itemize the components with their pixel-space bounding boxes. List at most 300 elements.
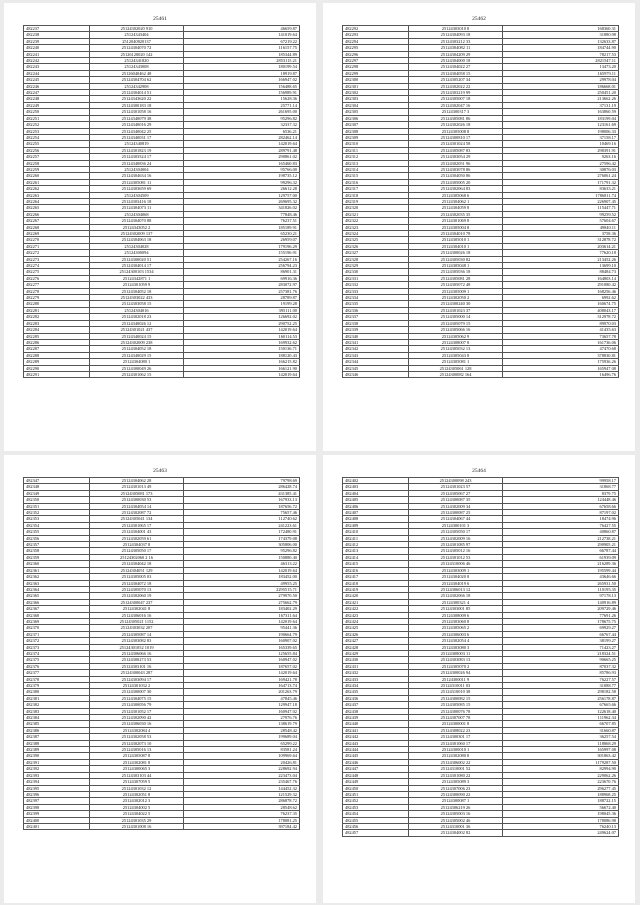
record-code-cell: 25124301032 12 — [90, 785, 184, 791]
record-code-cell: 25124303010 8 — [409, 26, 503, 32]
record-id-cell: 482448 — [343, 772, 409, 778]
record-id-cell: 482305 — [343, 109, 409, 115]
table-row — [343, 830, 619, 836]
record-amount-cell: 99958.17 — [503, 478, 619, 484]
record-id-cell: 482400 — [24, 817, 90, 823]
record-id-cell: 482452 — [343, 798, 409, 804]
record-amount-cell: 76237.51 — [184, 218, 300, 224]
record-code-cell: 25124303080 3 — [409, 644, 503, 650]
record-id-cell: 482454 — [343, 811, 409, 817]
record-amount-cell: 66707.85 — [503, 721, 619, 727]
record-amount-cell: 15628.36 — [184, 96, 300, 102]
record-code-cell: 25124305004 8 — [409, 224, 503, 230]
record-amount-cell: 10469.16 — [503, 141, 619, 147]
record-code-cell: 25124305085 15 — [409, 702, 503, 708]
record-id-cell: 482284 — [24, 327, 90, 333]
record-code-cell: 25124302054 4 — [409, 638, 503, 644]
record-amount-cell: 28548.42 — [184, 727, 300, 733]
record-id-cell: 482253 — [24, 128, 90, 134]
record-amount-cell: 142019.64 — [184, 567, 300, 573]
record-id-cell: 482442 — [343, 734, 409, 740]
record-id-cell: 482334 — [343, 295, 409, 301]
record-code-cell: 25124310006 46 — [409, 561, 503, 567]
record-code-cell: 25124300047 237 — [90, 599, 184, 605]
record-code-cell: 25124301059 9 — [90, 282, 184, 288]
record-amount-cell: 216289.36 — [503, 561, 619, 567]
record-id-cell: 482326 — [343, 243, 409, 249]
record-amount-cell: 95296.82 — [184, 115, 300, 121]
record-amount-cell: 150136.71 — [184, 346, 300, 352]
record-code-cell: 25124302081 8 — [90, 759, 184, 765]
record-id-cell: 482274 — [24, 263, 90, 269]
record-code-cell: 25124302035 35 — [409, 211, 503, 217]
record-amount-cell: 276061.24 — [503, 173, 619, 179]
record-id-cell: 482279 — [24, 295, 90, 301]
record-code-cell: 25124304020 8 — [409, 574, 503, 580]
record-amount-cell: 31660.87 — [503, 727, 619, 733]
record-code-cell: 25124304509 — [90, 192, 184, 198]
record-id-cell: 482415 — [343, 561, 409, 567]
record-amount-cell: 341826.02 — [184, 205, 300, 211]
record-id-cell: 482421 — [343, 599, 409, 605]
record-id-cell: 482456 — [343, 823, 409, 829]
record-amount-cell: 123161.69 — [503, 122, 619, 128]
record-id-cell: 482343 — [343, 352, 409, 358]
record-amount-cell: 141019.64 — [184, 32, 300, 38]
record-code-cell: 25124307007 78 — [409, 715, 503, 721]
record-id-cell: 482295 — [343, 45, 409, 51]
record-code-cell: 25126120020 142 — [90, 51, 184, 57]
record-code-cell: 25124305021 1152 — [90, 618, 184, 624]
record-id-cell: 482321 — [343, 211, 409, 217]
record-amount-cell: 188722.15 — [503, 798, 619, 804]
record-amount-cell: 167933.13 — [184, 497, 300, 503]
record-code-cell: 25124302018 23 — [90, 314, 184, 320]
record-id-cell: 482341 — [343, 339, 409, 345]
record-amount-cell: 408043.17 — [503, 307, 619, 313]
record-amount-cell: 223473.04 — [184, 772, 300, 778]
record-amount-cell: 169421.78 — [184, 676, 300, 682]
record-amount-cell: 165979.11 — [503, 70, 619, 76]
record-id-cell: 482238 — [24, 32, 90, 38]
record-code-cell: 25124340819 — [90, 141, 184, 147]
record-code-cell: 25124300103 1534 — [90, 269, 184, 275]
record-amount-cell: 312878.72 — [503, 237, 619, 243]
record-id-cell: 482260 — [24, 173, 90, 179]
record-amount-cell: 209729.46 — [503, 606, 619, 612]
record-amount-cell: 67665.66 — [503, 702, 619, 708]
record-amount-cell: 87037.32 — [503, 663, 619, 669]
record-id-cell: 482280 — [24, 301, 90, 307]
record-amount-cell: 218324.51 — [503, 650, 619, 656]
record-amount-cell: 254267.16 — [184, 256, 300, 262]
record-id-cell: 482374 — [24, 650, 90, 656]
record-amount-cell: 82994.90 — [503, 766, 619, 772]
record-code-cell: 25124302084 4 — [90, 727, 184, 733]
record-id-cell: 482390 — [24, 753, 90, 759]
record-amount-cell: 124448.46 — [503, 497, 619, 503]
record-id-cell: 482240 — [24, 45, 90, 51]
record-id-cell: 482262 — [24, 186, 90, 192]
record-amount-cell: 183199.04 — [503, 115, 619, 121]
record-code-cell: 25124305005 03 — [90, 574, 184, 580]
record-amount-cell: 112740.62 — [184, 516, 300, 522]
record-id-cell: 482365 — [24, 593, 90, 599]
record-code-cell: 25124306003 6 — [409, 631, 503, 637]
record-amount-cell: 195599.44 — [503, 567, 619, 573]
record-id-cell: 482355 — [24, 529, 90, 535]
record-amount-cell: 13473.20 — [503, 64, 619, 70]
record-amount-cell: 190664.79 — [184, 631, 300, 637]
record-code-cell: 25124304002 5 — [90, 804, 184, 810]
record-amount-cell: 431385.41 — [184, 490, 300, 496]
record-code-cell: 25124307059 5 — [90, 779, 184, 785]
record-id-cell: 482392 — [24, 766, 90, 772]
record-id-cell: 482402 — [343, 478, 409, 484]
record-amount-cell: 178081.25 — [184, 817, 300, 823]
record-amount-cell: 49955.25 — [184, 580, 300, 586]
record-id-cell: 482429 — [343, 650, 409, 656]
record-id-cell: 482336 — [343, 307, 409, 313]
record-id-cell: 482251 — [24, 115, 90, 121]
record-code-cell: 25124303219 99 — [409, 90, 503, 96]
record-code-cell: 25124304050 86 — [409, 173, 503, 179]
record-id-cell: 482443 — [343, 740, 409, 746]
record-id-cell: 482444 — [343, 747, 409, 753]
record-id-cell: 482364 — [24, 586, 90, 592]
record-code-cell: 25124305087 14 — [90, 631, 184, 637]
record-code-cell: 25124300043 287 — [90, 670, 184, 676]
record-amount-cell: 289791.48 — [184, 147, 300, 153]
record-id-cell: 482357 — [24, 542, 90, 548]
record-code-cell: 25124305081 28 — [409, 275, 503, 281]
record-code-cell: 25124300317 3 — [409, 109, 503, 115]
record-amount-cell: 77620.18 — [503, 250, 619, 256]
record-amount-cell: 378830.81 — [503, 352, 619, 358]
record-amount-cell: 298391.91 — [503, 147, 619, 153]
record-amount-cell: 279970.50 — [184, 593, 300, 599]
record-code-cell: 25124308007 8 — [409, 339, 503, 345]
record-amount-cell: 160674.75 — [503, 301, 619, 307]
record-amount-cell: 261695.00 — [184, 109, 300, 115]
record-amount-cell: 18474.96 — [503, 516, 619, 522]
record-id-cell: 482248 — [24, 96, 90, 102]
record-code-cell: 25124300090 22 — [409, 791, 503, 797]
record-code-cell: 25124302051 8 — [90, 791, 184, 797]
record-amount-cell: 301863.42 — [503, 753, 619, 759]
record-amount-cell: 90665.25 — [503, 657, 619, 663]
record-id-cell: 482318 — [343, 192, 409, 198]
record-amount-cell: 2821547.11 — [503, 58, 619, 64]
record-id-cell: 482413 — [343, 548, 409, 554]
record-id-cell: 482267 — [24, 218, 90, 224]
record-amount-cell: 167311.64 — [184, 612, 300, 618]
record-code-cell: 25124300087 25 — [409, 510, 503, 516]
record-amount-cell: 184744.90 — [503, 45, 619, 51]
record-amount-cell: 160907.02 — [184, 638, 300, 644]
record-code-cell: 25124300082 15 — [409, 695, 503, 701]
record-amount-cell: 213452.26 — [503, 256, 619, 262]
record-id-cell: 482446 — [343, 759, 409, 765]
record-amount-cell: 179196.29 — [184, 243, 300, 249]
record-code-cell: 25124304010 78 — [409, 231, 503, 237]
record-amount-cell: 142019.64 — [184, 618, 300, 624]
record-id-cell: 482363 — [24, 580, 90, 586]
record-amount-cell: 18919.87 — [184, 70, 300, 76]
record-code-cell: 25124303022 433 — [90, 295, 184, 301]
record-id-cell: 482361 — [24, 567, 90, 573]
record-code-cell: 25124300010 1 — [409, 747, 503, 753]
record-code-cell: 25124305072 48 — [409, 282, 503, 288]
record-amount-cell: 160947.02 — [184, 708, 300, 714]
record-id-cell: 482435 — [343, 689, 409, 695]
record-code-cell: 25124300087 35 — [409, 497, 503, 503]
record-id-cell: 482416 — [343, 567, 409, 573]
record-id-cell: 482399 — [24, 811, 90, 817]
record-id-cell: 482312 — [343, 154, 409, 160]
record-id-cell: 482396 — [24, 791, 90, 797]
record-code-cell: 25124305068 6 — [409, 192, 503, 198]
record-id-cell: 482272 — [24, 250, 90, 256]
record-amount-cell: 83581.24 — [184, 747, 300, 753]
record-code-cell: 25124304059 8 — [409, 205, 503, 211]
record-code-cell: 25124305081 1 — [409, 359, 503, 365]
record-code-cell: 25124308022 23 — [409, 727, 503, 733]
record-id-cell: 482261 — [24, 179, 90, 185]
record-id-cell: 482449 — [343, 779, 409, 785]
record-id-cell: 482381 — [24, 695, 90, 701]
record-amount-cell: 165997.08 — [503, 747, 619, 753]
record-code-cell: 25124305050 17 — [409, 529, 503, 535]
record-code-cell: 25124304042 18 — [90, 561, 184, 567]
record-amount-cell: 95296.82 — [184, 548, 300, 554]
record-id-cell: 482242 — [24, 58, 90, 64]
record-code-cell: 25124303101 16 — [90, 663, 184, 669]
record-id-cell: 482256 — [24, 147, 90, 153]
record-code-cell: 25124304014 17 — [90, 263, 184, 269]
record-amount-cell: 67219.22 — [184, 38, 300, 44]
record-amount-cell: 142019.64 — [184, 670, 300, 676]
record-code-cell: 25124302009 34 — [409, 503, 503, 509]
record-id-cell: 482425 — [343, 625, 409, 631]
record-amount-cell: 6536.21 — [184, 128, 300, 134]
record-id-cell: 482317 — [343, 186, 409, 192]
record-amount-cell: 99296.32 — [184, 179, 300, 185]
record-amount-cell: 185189.91 — [184, 224, 300, 230]
record-amount-cell: 180199.54 — [184, 64, 300, 70]
record-amount-cell: 30876.03 — [503, 166, 619, 172]
record-amount-cell: 298182.58 — [503, 689, 619, 695]
record-id-cell: 482299 — [343, 70, 409, 76]
record-amount-cell: 165460.83 — [184, 160, 300, 166]
record-amount-cell: 132633.87 — [503, 38, 619, 44]
record-id-cell: 482254 — [24, 134, 90, 140]
record-amount-cell: 61939.09 — [503, 554, 619, 560]
record-code-cell: 25124306219 26 — [409, 804, 503, 810]
record-id-cell: 482346 — [343, 371, 409, 377]
record-amount-cell: 87197.02 — [503, 510, 619, 516]
record-code-cell: 25124305081 173 — [90, 490, 184, 496]
record-id-cell: 482329 — [343, 263, 409, 269]
record-id-cell: 482408 — [343, 516, 409, 522]
record-id-cell: 482391 — [24, 759, 90, 765]
record-id-cell: 482247 — [24, 90, 90, 96]
record-id-cell: 482316 — [343, 179, 409, 185]
record-amount-cell: 27976.76 — [184, 715, 300, 721]
record-code-cell: 25124342908 — [90, 83, 184, 89]
record-amount-cell: 286428.74 — [184, 484, 300, 490]
record-amount-cell: 1179287.50 — [503, 759, 619, 765]
record-code-cell: 25124304051 129 — [90, 567, 184, 573]
record-code-cell: 25124304037 8 — [90, 542, 184, 548]
record-amount-cell: 27596.42 — [503, 160, 619, 166]
record-amount-cell: 201263.79 — [184, 689, 300, 695]
record-amount-cell: 164803.14 — [503, 275, 619, 281]
record-code-cell: 25124300082 164 — [409, 371, 503, 377]
record-id-cell: 482431 — [343, 663, 409, 669]
record-amount-cell: 121529.32 — [184, 791, 300, 797]
record-code-cell: 25124303416 18 — [90, 198, 184, 204]
record-id-cell: 482434 — [343, 683, 409, 689]
record-id-cell: 482337 — [343, 314, 409, 320]
ledger-table — [23, 25, 300, 378]
record-amount-cell: 46659.87 — [184, 26, 300, 32]
record-code-cell: 25124304070 72 — [90, 45, 184, 51]
record-id-cell: 482257 — [24, 154, 90, 160]
record-code-cell: 25124305079 15 — [409, 320, 503, 326]
record-id-cell: 482273 — [24, 256, 90, 262]
record-id-cell: 482289 — [24, 359, 90, 365]
record-id-cell: 482445 — [343, 753, 409, 759]
ledger-page-4 — [323, 455, 635, 903]
record-id-cell: 482313 — [343, 160, 409, 166]
record-id-cell: 482241 — [24, 51, 90, 57]
record-id-cell: 482243 — [24, 64, 90, 70]
record-id-cell: 482409 — [343, 522, 409, 528]
record-id-cell: 482290 — [24, 365, 90, 371]
record-amount-cell: 97178.13 — [503, 593, 619, 599]
record-id-cell: 482386 — [24, 727, 90, 733]
record-amount-cell: 156488.65 — [184, 83, 300, 89]
record-id-cell: 482385 — [24, 721, 90, 727]
record-code-cell: 25124303060 8 — [409, 618, 503, 624]
record-amount-cell: 291080.42 — [503, 282, 619, 288]
record-id-cell: 482351 — [24, 503, 90, 509]
record-amount-cell: 37158.17 — [503, 134, 619, 140]
record-amount-cell: 95441.36 — [184, 625, 300, 631]
record-amount-cell: 169932.62 — [184, 339, 300, 345]
record-code-cell: 25124305081 86 — [409, 115, 503, 121]
record-code-cell: 25124301023 37 — [409, 307, 503, 313]
record-id-cell: 482244 — [24, 70, 90, 76]
record-code-cell: 25124303082 83 — [90, 638, 184, 644]
record-amount-cell: 38199.27 — [503, 638, 619, 644]
record-id-cell: 482324 — [343, 231, 409, 237]
record-amount-cell: 65230.21 — [184, 231, 300, 237]
record-id-cell: 482259 — [24, 166, 90, 172]
record-code-cell: 25124305067 27 — [409, 490, 503, 496]
record-code-cell: 25124310010 38 — [409, 689, 503, 695]
record-code-cell: 25124340026 12 — [90, 320, 184, 326]
record-code-cell: 25124304054 14 — [90, 503, 184, 509]
record-id-cell: 482366 — [24, 599, 90, 605]
page-header: 25463 — [153, 468, 167, 474]
record-id-cell: 482331 — [343, 275, 409, 281]
record-id-cell: 482370 — [24, 625, 90, 631]
record-id-cell: 482428 — [343, 644, 409, 650]
record-code-cell: 25124303032 207 — [90, 625, 184, 631]
record-amount-cell: 228692.94 — [184, 766, 300, 772]
record-code-cell: 25124306002 22 — [409, 759, 503, 765]
table-row — [24, 823, 300, 829]
record-amount-cell: 40860.87 — [503, 529, 619, 535]
record-code-cell: 25124301823 19 — [90, 147, 184, 153]
record-id-cell: 482266 — [24, 211, 90, 217]
record-code-cell: 25124304634 16 — [90, 173, 184, 179]
record-code-cell: 25124301062 15 — [90, 371, 184, 377]
record-id-cell: 482371 — [24, 631, 90, 637]
record-code-cell: 25124300026 94 — [409, 670, 503, 676]
record-id-cell: 482282 — [24, 314, 90, 320]
record-code-cell: 25124304019 6 — [409, 580, 503, 586]
record-code-cell: 25124303001 85 — [409, 606, 503, 612]
record-code-cell: 25124301085 97 — [409, 542, 503, 548]
record-amount-cell: 77848.46 — [184, 211, 300, 217]
record-code-cell: 25124300183 18 — [90, 102, 184, 108]
record-code-cell: 25124304058 15 — [409, 70, 503, 76]
record-code-cell: 25124305087 8 — [90, 753, 184, 759]
record-amount-cell: 160114.53 — [184, 333, 300, 339]
record-amount-cell: 186668.01 — [503, 83, 619, 89]
record-amount-cell: 85786.93 — [503, 670, 619, 676]
record-amount-cell: 183452.00 — [184, 574, 300, 580]
record-code-cell: 25124303212 33 — [409, 38, 503, 44]
record-code-cell: 25124302041 8 — [90, 606, 184, 612]
record-code-cell: 25124300056 79 — [90, 702, 184, 708]
record-id-cell: 482304 — [343, 102, 409, 108]
record-id-cell: 482352 — [24, 510, 90, 516]
record-amount-cell: 76240.13 — [503, 823, 619, 829]
record-id-cell: 482300 — [343, 77, 409, 83]
record-id-cell: 482338 — [343, 320, 409, 326]
record-amount-cell: 47470.68 — [503, 346, 619, 352]
record-code-cell: 25124302022 22 — [409, 83, 503, 89]
record-code-cell: 25124302009 238 — [90, 339, 184, 345]
ledger-table — [342, 25, 619, 378]
record-amount-cell: 43646.66 — [503, 574, 619, 580]
record-id-cell: 482294 — [343, 38, 409, 44]
record-id-cell: 482314 — [343, 166, 409, 172]
record-code-cell: 25124301024 58 — [409, 141, 503, 147]
record-code-cell: 25124340016 29 — [90, 122, 184, 128]
record-code-cell: 25124303009 1 — [409, 567, 503, 573]
record-code-cell: 25124300076 78 — [409, 708, 503, 714]
record-amount-cell: 26959.07 — [184, 237, 300, 243]
record-amount-cell: 126692.02 — [184, 314, 300, 320]
record-code-cell: 25124305041 134 — [90, 516, 184, 522]
record-id-cell: 482404 — [343, 490, 409, 496]
record-amount-cell: 166121.90 — [184, 365, 300, 371]
record-id-cell: 482405 — [343, 497, 409, 503]
record-amount-cell: 150880.40 — [184, 554, 300, 560]
record-code-cell: 25124301012 53 — [409, 554, 503, 560]
record-code-cell: 25124305007 18 — [409, 96, 503, 102]
record-amount-cell: 166947.02 — [184, 77, 300, 83]
record-code-cell: 25124305032 13 — [409, 346, 503, 352]
record-amount-cell: 3758.36 — [503, 231, 619, 237]
record-amount-cell: 241223.61 — [184, 522, 300, 528]
record-amount-cell: 36257.54 — [503, 734, 619, 740]
